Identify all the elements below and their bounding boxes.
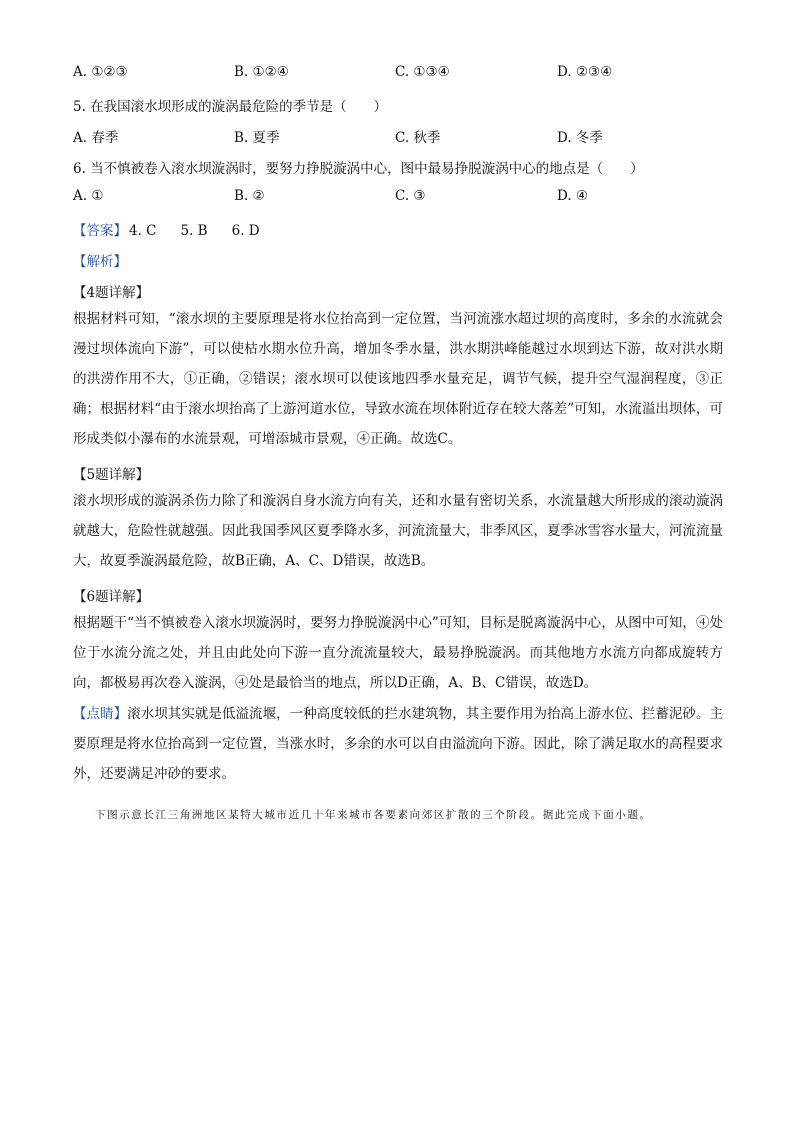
detail-6-text: 根据题干“当不慎被卷入滚水坝漩涡时，要努力挣脱漩涡中心”可知，目标是脱离漩涡中心，从图中可知，④处位于水流分流之处，并且由此处向下游一直分流流量较大，最易挣脱漩涡。而其他地方水流方向都成旋转方向，都极易再次卷入漩涡，④处是最恰当的地点，所以D正确，A、B、C错误，故选D。 [73,615,723,691]
q6-option-d: D. ④ [557,188,589,204]
q5-option-c: C. 秋季 [395,130,441,146]
q6-option-c: C. ③ [395,188,426,204]
detail-4-text: 根据材料可知，“滚水坝的主要原理是将水位抬高到一定位置，当河流涨水超过坝的高度时，多余的水流就会漫过坝体流向下游”，可以使枯水期水位升高，增加冬季水量，洪水期洪峰能越过水坝到达下游，故对洪水期的洪涝作用不大，①正确，②错误；滚水坝可以使该地四季水量充足，调节气候，提升空气湿润程度，③正确；根据材料“由于滚水坝抬高了上游河道水位，导致水流在坝体附近存在较大落差”可知，水流溢出坝体，可形成类似小瀑布的水流景观，可增添城市景观，④正确。故选C。 [73,311,723,447]
q5-option-a: A. 春季 [73,130,119,146]
q6-options [73,188,723,210]
q4-option-d: D. ②③④ [557,64,613,80]
answer-label: 【答案】 [73,223,127,239]
q6-option-a: A. ① [73,188,104,204]
detail-5-label: 【5题详解】 [73,467,150,483]
q6-option-b: B. ② [234,188,265,204]
q5-options [73,126,723,148]
answer-value-5: 5. B [180,223,208,239]
q4-option-c: C. ①③④ [395,64,450,80]
detail-4-label: 【4题详解】 [73,285,150,301]
tip-paragraph [73,699,723,789]
q5-stem: 5. 在我国滚水坝形成的漩涡最危险的季节是（ ） [73,99,388,115]
analysis-label: 【解析】 [73,254,127,270]
answer-value-6: 6. D [231,223,260,239]
document-page [73,64,723,829]
next-question-intro: 下图示意长江三角洲地区某特大城市近几十年来城市各要素向郊区扩散的三个阶段。据此完成下面小题。 [95,809,652,821]
answer-value-4: 4. C [129,223,157,239]
q5-option-d: D. 冬季 [557,130,603,146]
answer-values [129,223,284,239]
q5-option-b: B. 夏季 [234,130,280,146]
detail-6-label: 【6题详解】 [73,589,150,605]
tip-text: 滚水坝其实就是低溢流堰，一种高度较低的拦水建筑物，其主要作用为抬高上游水位、拦蓄泥砂。主要原理是将水位抬高到一定位置，当涨水时，多余的水可以自由溢流向下游。因此，除了满足取水的高程要求外，还要满足冲砂的要求。 [73,706,724,782]
q4-option-a: A. ①②③ [73,64,128,80]
q4-options [73,64,723,86]
q6-stem: 6. 当不慎被卷入滚水坝漩涡时，要努力挣脱漩涡中心，图中最易挣脱漩涡中心的地点是（ ） [73,161,644,177]
detail-5-text: 滚水坝形成的漩涡杀伤力除了和漩涡自身水流方向有关，还和水量有密切关系，水流量越大所形成的滚动漩涡就越大，危险性就越强。因此我国季风区夏季降水多，河流流量大，非季风区，夏季冰雪容水量大，河流流量大，故夏季漩涡最危险，故B正确，A、C、D错误，故选B。 [73,493,723,569]
answer-line [73,219,723,241]
q4-option-b: B. ①②④ [234,64,289,80]
tip-label: 【点睛】 [73,706,128,722]
